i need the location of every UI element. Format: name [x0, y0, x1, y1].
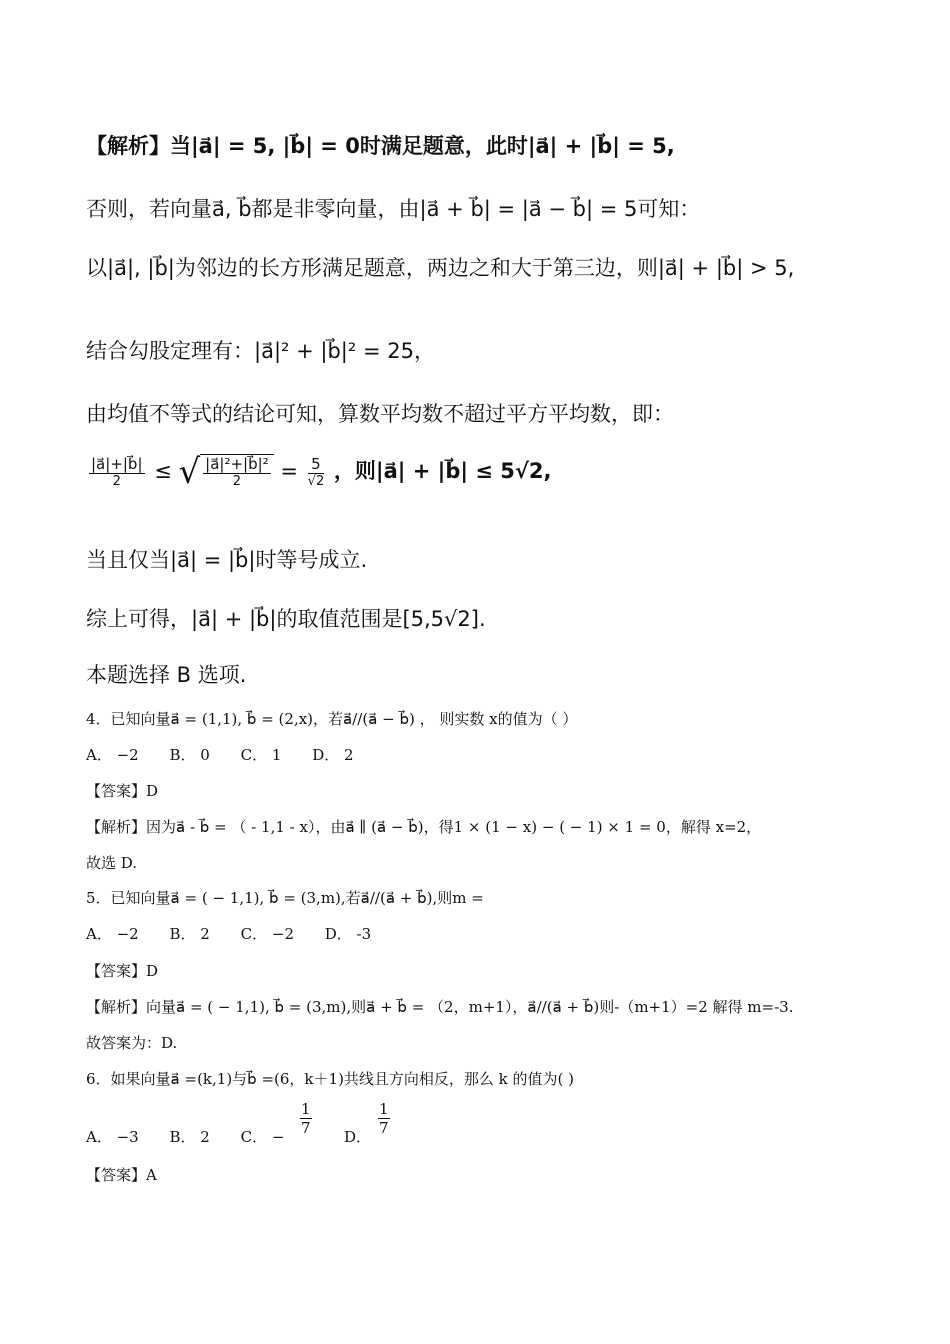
question-4-conclusion: 故选 D. [86, 854, 138, 872]
radical-sign-icon: √ [178, 452, 201, 492]
fraction-numerator: |a⃗|+|b⃗| [91, 454, 143, 473]
question-5-option-a: A． −2 [86, 925, 139, 943]
analysis-line-1: 【解析】当|a⃗| = 5, |b⃗| = 0时满足题意，此时|a⃗| + |b⃗| = 5, [86, 134, 675, 158]
analysis-line-3: 以|a⃗|, |b⃗|为邻边的长方形满足题意，两边之和大于第三边，则|a⃗| + |b⃗| > 5, [86, 256, 795, 280]
question-6-options [86, 1126, 284, 1147]
question-5-stem: 5．已知向量a⃗ = ( − 1,1), b⃗ = (3,m),若a⃗//(a⃗ + b⃗),则m = [86, 889, 484, 907]
question-5-option-d: D． -3 [324, 925, 372, 943]
square-root-expression [178, 452, 273, 492]
fraction-denominator: √2 [307, 473, 325, 489]
fraction-numerator: 5 [308, 455, 325, 474]
question-4-stem: 4．已知向量a⃗ = (1,1), b⃗ = (2,x)，若a⃗//(a⃗ − b⃗) ， 则实数 x的值为（ ） [86, 710, 578, 728]
question-4-option-c: C． 1 [240, 746, 282, 764]
question-6-option-a: A． −3 [86, 1128, 139, 1146]
question-5-options [86, 923, 397, 944]
analysis-line-9: 本题选择 B 选项. [86, 663, 247, 687]
fraction-square-mean [203, 455, 271, 490]
question-5-analysis: 【解析】向量a⃗ = ( − 1,1), b⃗ = (3,m),则a⃗ + b⃗ = （2，m+1），a⃗//(a⃗ + b⃗)则-（m+1）=2 解得 m=-3. [86, 998, 794, 1016]
analysis-line-7: 当且仅当|a⃗| = |b⃗|时等号成立. [86, 548, 368, 572]
question-4-options [86, 744, 380, 765]
fraction-denominator: 2 [112, 473, 121, 489]
question-4-option-a: A． −2 [86, 746, 139, 764]
question-6-option-c-fraction [300, 1100, 312, 1137]
fraction-arith-mean [89, 455, 145, 490]
analysis-line-6-inequality [86, 452, 551, 492]
fraction-five-over-root-two [308, 455, 325, 490]
fraction-denominator: 2 [232, 474, 242, 489]
question-6-answer: 【答案】A [86, 1166, 157, 1184]
fraction-numerator: 1 [379, 1100, 389, 1118]
question-5-option-c: C． −2 [240, 925, 294, 943]
equals-sign: = [280, 459, 298, 483]
question-6-option-d-fraction [378, 1100, 390, 1137]
analysis-line-4: 结合勾股定理有：|a⃗|² + |b⃗|² = 25， [86, 339, 435, 363]
question-4-option-b: B． 0 [169, 746, 210, 764]
analysis-line-2: 否则，若向量a⃗, b⃗都是非零向量，由|a⃗ + b⃗| = |a⃗ − b⃗| = 5可知： [86, 197, 701, 221]
fraction-numerator: |a⃗|²+|b⃗|² [205, 455, 269, 473]
fraction-denominator: 7 [301, 1119, 311, 1137]
question-5-answer: 【答案】D [86, 962, 159, 980]
analysis-line-8: 综上可得，|a⃗| + |b⃗|的取值范围是[5,5√2]. [86, 607, 486, 631]
question-5-conclusion: 故答案为：D. [86, 1034, 178, 1052]
question-4-answer: 【答案】D [86, 782, 159, 800]
question-4-analysis: 【解析】因为a⃗ - b⃗ = （ - 1,1 - x），由a⃗ ∥ (a⃗ − b⃗)，得1 × (1 − x) − ( − 1) × 1 = 0，解得 x=2， [86, 818, 762, 836]
question-6-option-b: B． 2 [169, 1128, 210, 1146]
inequality-conclusion: ，则|a⃗| + |b⃗| ≤ 5√2, [333, 459, 552, 483]
question-5-option-b: B． 2 [169, 925, 210, 943]
fraction-numerator: 1 [301, 1100, 311, 1118]
question-6-stem: 6．如果向量a⃗ =(k,1)与b⃗ =(6，k＋1)共线且方向相反，那么 k 的值为( ) [86, 1070, 575, 1088]
less-equal-sign: ≤ [154, 459, 172, 483]
question-4-option-d: D． 2 [312, 746, 354, 764]
question-6-option-c: C． − [240, 1128, 285, 1146]
analysis-line-5: 由均值不等式的结论可知，算数平均数不超过平方平均数，即： [86, 402, 674, 426]
question-6-option-d: D． [344, 1128, 372, 1146]
fraction-denominator: 7 [379, 1119, 389, 1137]
